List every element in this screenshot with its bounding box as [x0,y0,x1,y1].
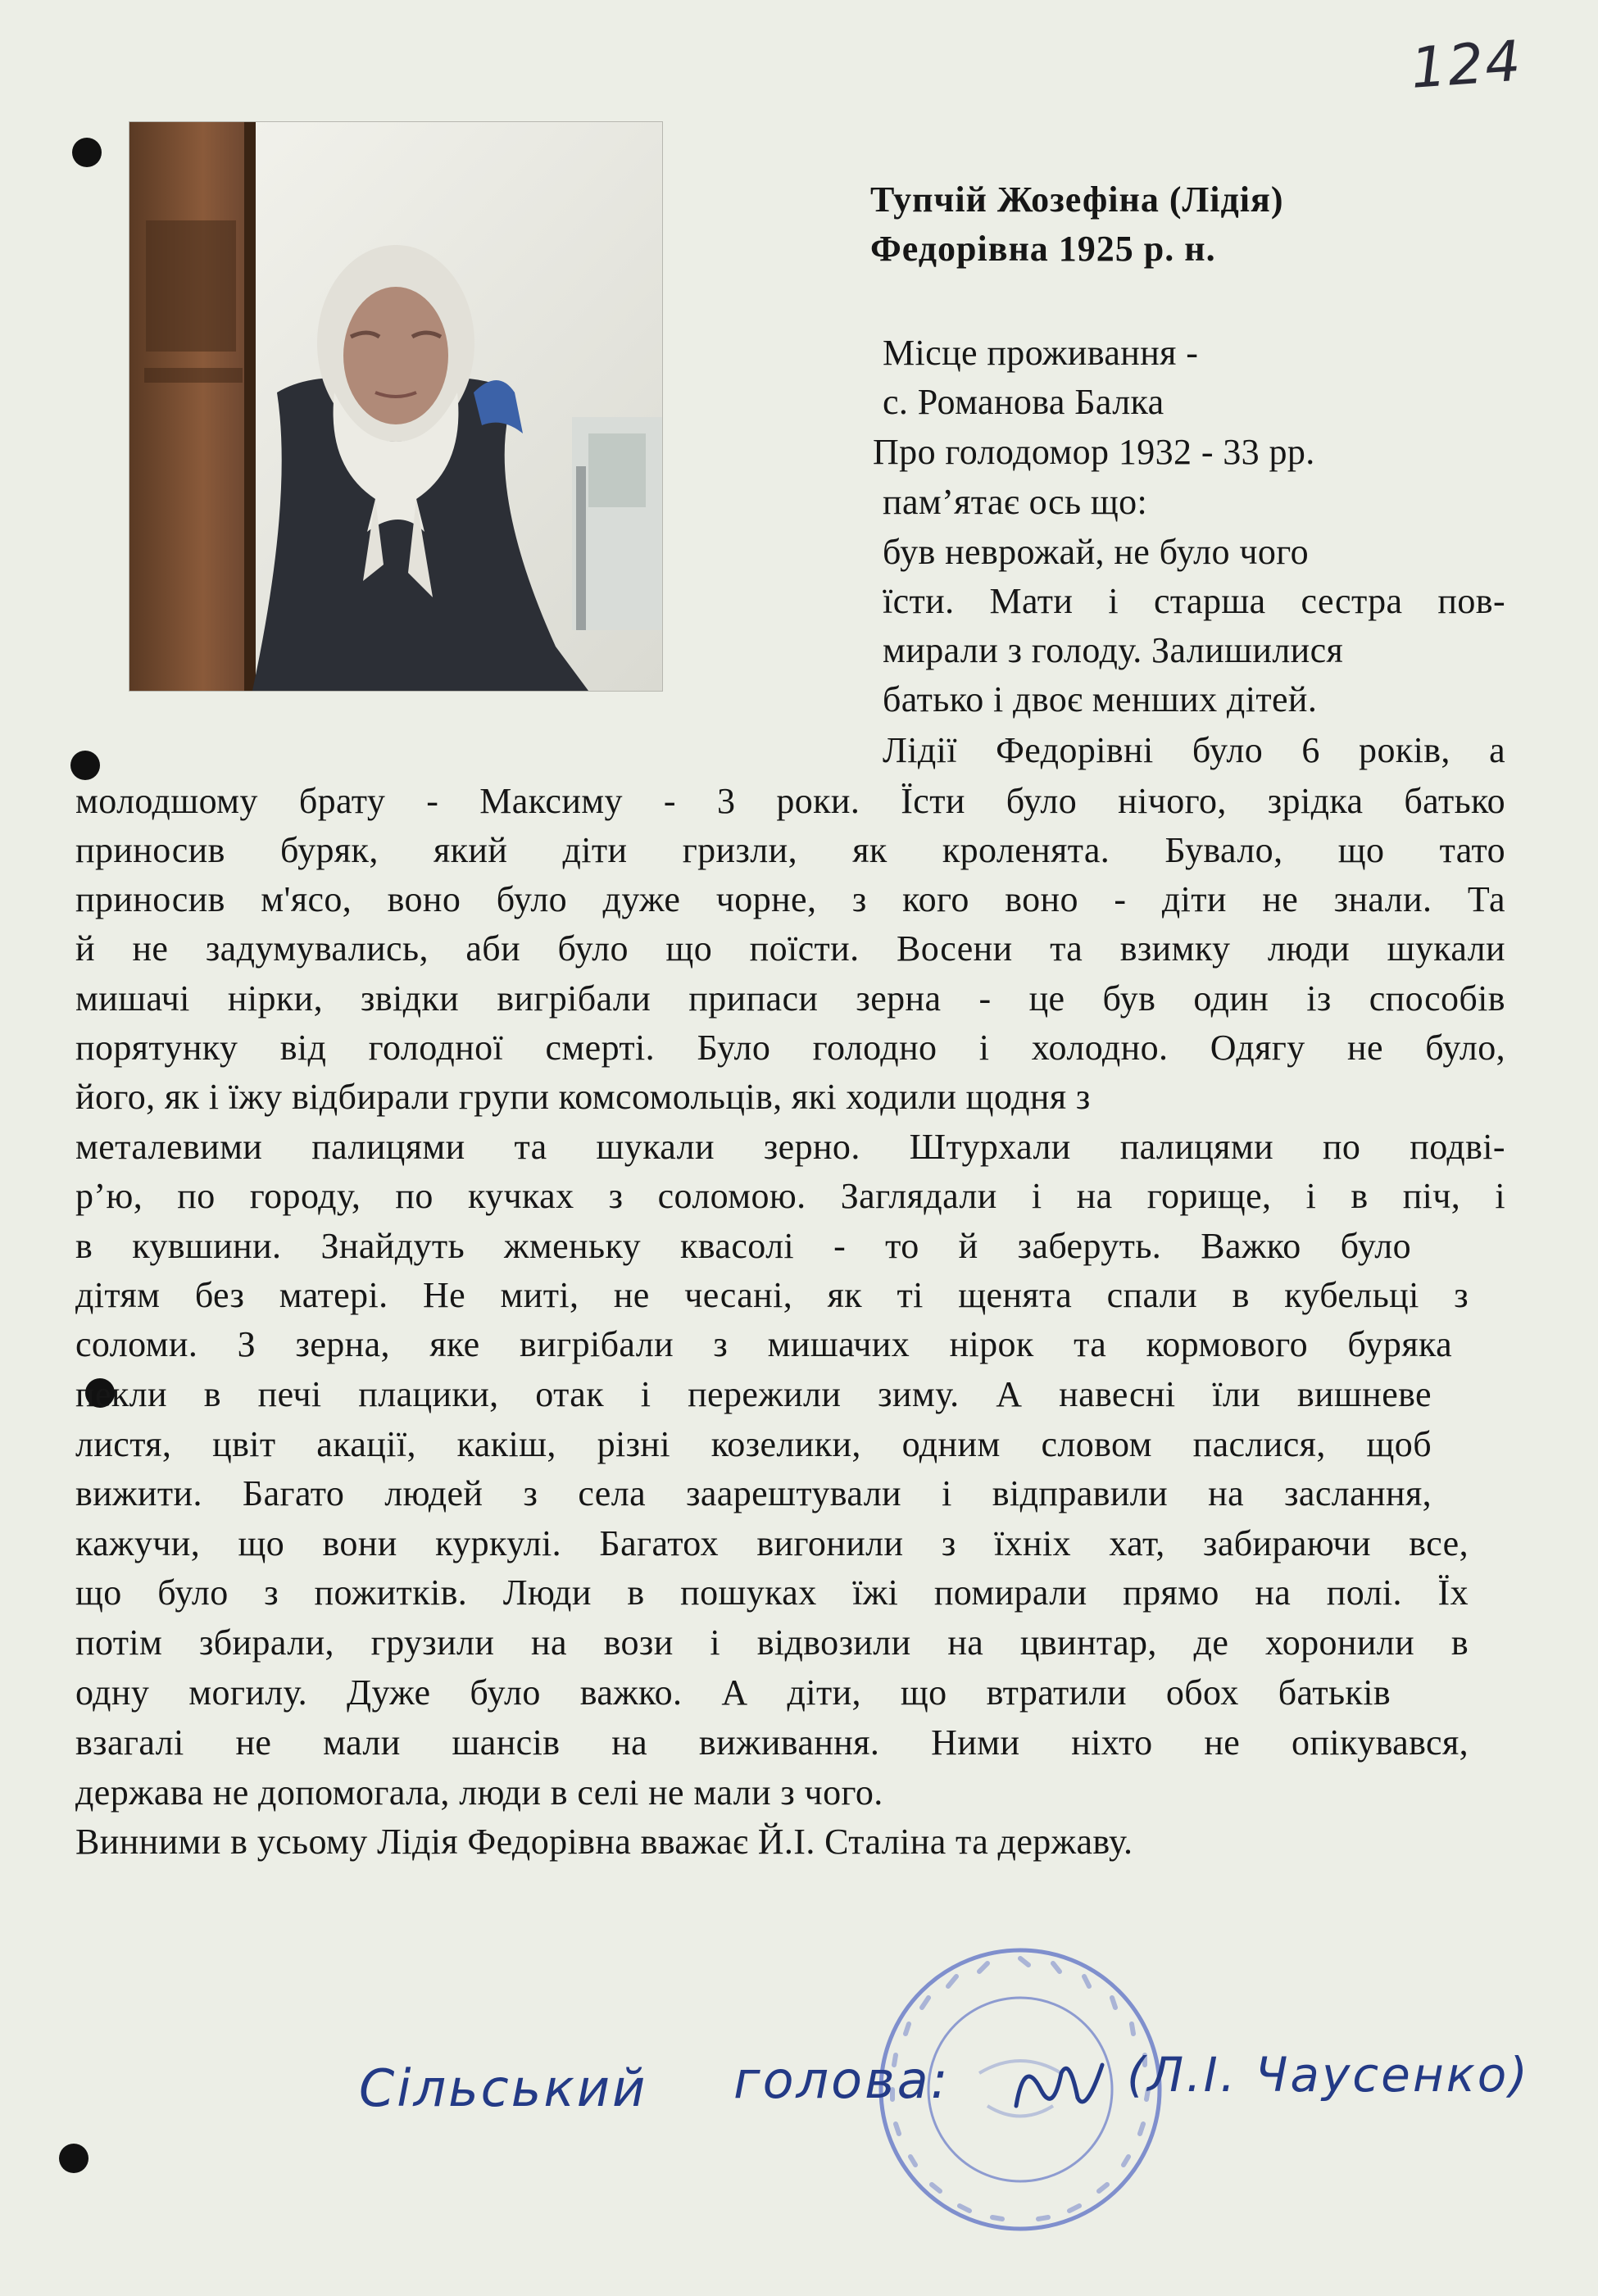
witness-birth-info: Федорівна 1925 р. н. [870,229,1216,269]
text-line: й не задумувались, аби було що поїсти. Восени та взимку люди шукали [75,928,1505,969]
witness-name: Тупчій Жозефіна (Лідія) [870,179,1284,220]
text-line: батько і двоє менших дітей. [883,679,1318,719]
text-line: с. Романова Балка [883,382,1164,422]
text-line: Місце проживання - [883,333,1199,373]
text-line: мишачі нірки, звідки вигрібали припаси зерна - це був один із способів [75,978,1505,1019]
text-line: взагалі не мали шансів на виживання. Ними ніхто не опікувався, [75,1722,1469,1763]
text-line: вижити. Багато людей з села заарештували і відправили на заслання, [75,1473,1432,1513]
binder-hole [72,138,102,167]
text-line: р’ю, по городу, по кучках з соломою. Заглядали і на горище, і в піч, і [75,1176,1505,1216]
text-line: Винними в усьому Лідія Федорівна вважає Й.І. Сталіна та державу. [75,1822,1133,1862]
text-line: його, як і їжу відбирали групи комсомольців, які ходили щодня з [75,1077,1091,1117]
text-line: Лідії Федорівні було 6 років, а [883,730,1505,770]
portrait-photo [129,121,663,692]
text-line: пам’ятає ось що: [883,482,1148,522]
page-number: 124 [1409,29,1525,102]
text-line: мирали з голоду. Залишилися [883,630,1344,670]
binder-hole [70,751,100,780]
text-line: що було з пожитків. Люди в пошуках їжі помирали прямо на полі. Їх [75,1572,1469,1613]
text-line: Про голодомор 1932 - 33 рр. [873,432,1315,472]
signature-role: голова: [733,2050,951,2110]
signature-title: Сільський [359,2058,648,2118]
text-line: соломи. З зерна, яке вигрібали з мишачих нірок та кормового буряка [75,1324,1452,1364]
text-line: кажучи, що вони куркулі. Багатох вигонили з їхніх хат, забираючи все, [75,1523,1469,1563]
text-line: порятунку від голодної смерті. Було голодно і холодно. Одягу не було, [75,1028,1505,1068]
signature-name: (Л.І. Чаусенко) [1127,2047,1530,2103]
text-line: металевими палицями та шукали зерно. Штурхали палицями по подві- [75,1127,1505,1167]
text-line: одну могилу. Дуже було важко. А діти, що втратили обох батьків [75,1672,1391,1713]
text-line: дітям без матері. Не миті, не чесані, як ті щенята спали в кубельці з [75,1275,1469,1315]
text-line: потім збирали, грузили на вози і відвозили на цвинтар, де хоронили в [75,1622,1469,1663]
text-line: молодшому брату - Максиму - 3 роки. Їсти було нічого, зрідка батько [75,781,1505,821]
text-line: їсти. Мати і старша сестра пов- [883,581,1505,621]
text-line: був неврожай, не було чого [883,532,1310,572]
text-line: в кувшини. Знайдуть жменьку квасолі - то й заберуть. Важко було [75,1226,1411,1266]
binder-hole [59,2144,89,2173]
portrait-image [129,122,662,691]
text-line: приносив м'ясо, воно було дуже чорне, з кого воно - діти не знали. Та [75,879,1505,919]
text-line: пекли в печі плацики, отак і пережили зиму. А навесні їли вишневе [75,1374,1432,1414]
text-line: держава не допомогала, люди в селі не мали з чого. [75,1772,883,1813]
text-line: листя, цвіт акації, какіш, різні козелики, одним словом паслися, щоб [75,1424,1432,1464]
text-line: приносив буряк, який діти гризли, як кроленята. Бувало, що тато [75,830,1505,870]
signature-scribble [1008,2049,1115,2122]
